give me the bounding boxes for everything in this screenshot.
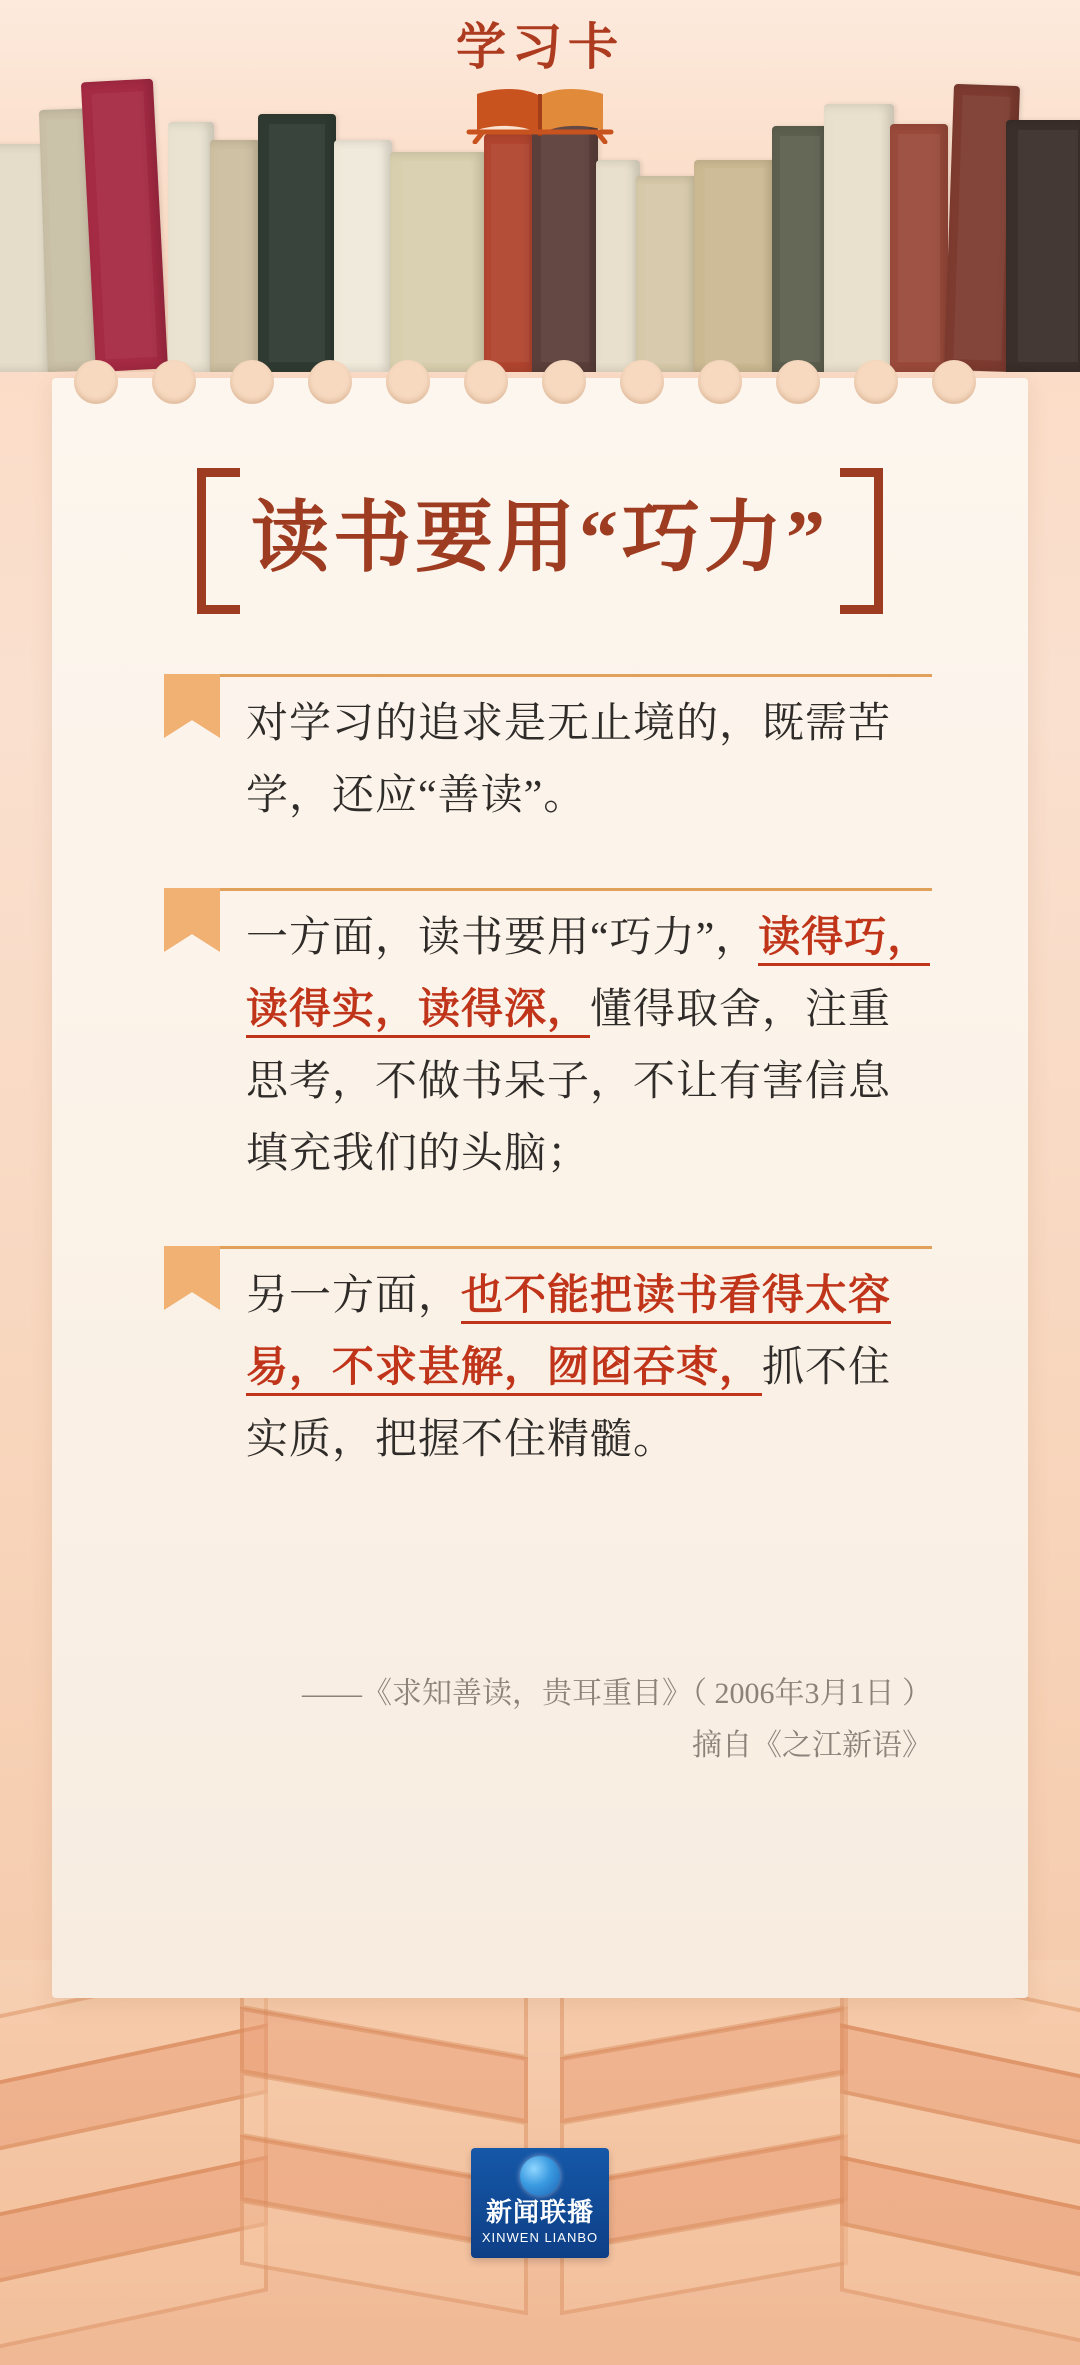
content-card xyxy=(52,378,1028,1998)
source-line-2: 摘自《之江新语》 xyxy=(692,1729,932,1762)
brand-badge xyxy=(0,19,1080,144)
block-rule xyxy=(164,674,932,677)
headline-frame xyxy=(197,468,883,608)
quote-block xyxy=(164,888,932,1190)
quote-segment: 对学习的追求是无止境的，既需苦学，还应“善读”。 xyxy=(246,701,892,819)
quote-segment: 一方面，读书要用“巧力”， xyxy=(246,915,759,961)
brand-title: 学习卡 xyxy=(456,19,624,75)
source-attribution xyxy=(164,1668,932,1772)
cctv-news-logo xyxy=(471,2148,609,2258)
quote-segment-highlight: 也不能把读书看得太容易，不求甚解，囫囵吞枣， xyxy=(246,1273,891,1396)
page-title xyxy=(52,468,1028,608)
book-spine xyxy=(168,122,214,372)
open-book-icon xyxy=(465,82,615,144)
block-rule xyxy=(164,1246,932,1249)
book-spine xyxy=(390,152,486,372)
quote-segment: 抓不住实质，把握不住精髓。 xyxy=(246,1345,892,1463)
logo-title-cn: 新闻联播 xyxy=(485,2198,594,2227)
book-spine xyxy=(334,140,392,372)
card-inner xyxy=(52,378,1028,1998)
headline-text: 读书要用“巧力” xyxy=(250,494,829,581)
source-line-1: ——《求知善读，贵耳重目》（ 2006年3月1日 ） xyxy=(302,1677,932,1710)
book-spine xyxy=(694,160,776,372)
book-spine xyxy=(258,114,336,372)
book-spine xyxy=(210,140,260,372)
quote-paragraph xyxy=(164,674,932,832)
book-spine xyxy=(824,104,894,372)
bracket-left-icon xyxy=(197,468,240,614)
book-spine xyxy=(1006,120,1080,372)
quote-segment: 懂得取舍，注重思考，不做书呆子，不让有害信息填充我们的头脑； xyxy=(246,987,892,1177)
bracket-right-icon xyxy=(840,468,883,614)
quote-block xyxy=(164,674,932,832)
globe-icon xyxy=(520,2156,560,2196)
quote-paragraph xyxy=(164,888,932,1190)
logo-title-en: XINWEN LIANBO xyxy=(481,2230,599,2245)
quote-paragraph xyxy=(164,1246,932,1476)
quote-blocks xyxy=(164,674,932,1532)
book-spine xyxy=(890,124,948,372)
quote-block xyxy=(164,1246,932,1476)
book-spine xyxy=(596,160,640,372)
quote-segment: 另一方面， xyxy=(246,1273,462,1319)
book-spine xyxy=(484,134,536,372)
book-spine xyxy=(772,126,828,372)
book-spine xyxy=(532,110,598,372)
block-rule xyxy=(164,888,932,891)
quote-segment-highlight: 读得巧，读得实，读得深， xyxy=(246,915,930,1038)
book-spine xyxy=(636,176,698,372)
